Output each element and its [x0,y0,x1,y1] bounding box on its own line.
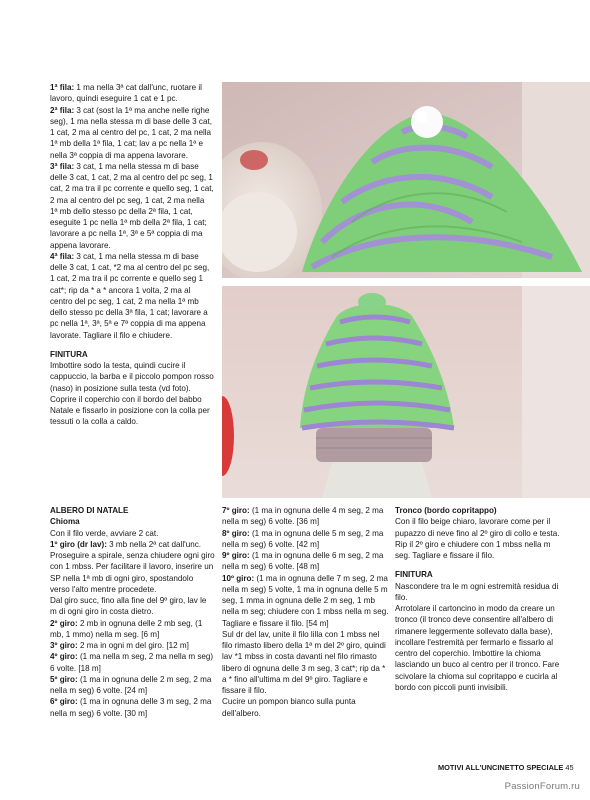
instruction-lead: 1º giro (dr lav): [50,539,107,549]
instruction-lead: 4ª fila: [50,251,75,261]
finitura-para-1: Imbottire sodo la testa, quindi cucire il cappuccio, la barba e il piccolo pompon rosso (naso) in posizione sulla testa (vd foto). [50,361,214,393]
instruction-text: 3 cat, 1 ma nella stessa m di base delle 3 cat, 1 cat, *2 ma al centro del pc seg, 1 cat, 2 ma tra il pc corrente e quello seg 1 cat*; rip da * a * ancora 1 volta, 2 ma al centro del pc seg, 1 cat, 2 ma nella 1ª mb dello stesso pc della 3ª fila, 1 cat; lavorare a pc nella 1ª, 3ª, 5ª e 7ª coppia di ma appena lavorate. Tagliare il filo e chiudere. [50,251,210,340]
photo-tree-full [222,286,590,498]
instruction-text: (1 ma in ognuna delle 6 m seg, 2 ma nella m seg) 6 volte. [48 m] [222,551,384,572]
finitura2-para-2: Arrotolare il cartoncino in modo da creare un tronco (il tronco deve consentire all'albero di rimanere leggermente sollevato dalla base), incollare l'estremità per fermarlo e fissarlo al centro del coperchio. Imbottire la chioma lasciando un buco al centro per il tronco. Fare scivolare la chioma sul copritappo e cucirla al bordo con piccoli punti invisibili. [395,604,560,692]
instruction-paragraph [50,550,215,595]
finitura-heading: FINITURA [50,349,88,359]
instruction-text: (1 ma in ognuna delle 2 m seg, 2 ma nella m seg) 6 volte. [24 m] [50,674,212,695]
finitura-para-2: Coprire il coperchio con il bordo del babbo Natale e fissarlo in posizione con la colla per tessuti o la colla a caldo. [50,394,210,427]
instruction-lead: 2º giro: [50,618,78,628]
instruction-lead: 3ª fila: [50,161,75,171]
instruction-text: 2 ma in ogni m del giro. [12 m] [77,641,189,650]
instruction-text: (1 ma in ognuna delle 7 m seg, 2 ma nella m seg) 5 volte, 1 ma in ognuna delle 5 m seg, 1 mma in ognuna delle 2 m seg, 1 mb nella m seg; chiudere con 1 mbss nella m seg. Tagliare e fissare il filo. [54 m] [222,573,389,628]
instruction-text: (1 ma nella m seg, 2 ma nella m seg) 6 volte. [18 m] [50,652,214,673]
instruction-paragraph [50,82,214,105]
instruction-text: 3 cat, 1 ma nella stessa m di base delle 3 cat, 1 cat, 2 ma al centro del pc seg, 1 cat, 2 ma tra il pc corrente e quello seg, 1 cat, 2 ma al centro del pc seg, 1 cat, 2 ma nella 1ª mb dello stesso pc della 2ª fila, 1 cat, eseguite 1 pc nella 1ª mb della 2ª fila, 1 cat; lavorare a pc nella 1ª, 3ª e 5ª coppia di ma appena lavorare. [50,161,214,250]
instruction-text: Dal giro succ, fino alla fine del 9º giro, lav le m di ogni giro in costa dietro. [50,596,207,617]
page-footer [438,763,574,772]
albero-column-2 [222,505,390,719]
instruction-paragraph [50,618,215,641]
instruction-paragraph [50,674,215,697]
instruction-text: 1 ma nella 3ª cat dall'unc, ruotare il lavoro, quindi eseguire 1 cat e 1 pc. [50,83,202,104]
instruction-text: 2 mb in ognuna delle 2 mb seg, (1 mb, 1 mmo) nella m seg. [6 m] [50,618,203,639]
instruction-lead: 1ª fila: [50,83,75,92]
instruction-text: (1 ma in ognuna delle 3 m seg, 2 ma nella m seg) 6 volte. [30 m] [50,697,212,718]
instruction-paragraph [50,595,215,618]
watermark: PassionForum.ru [504,781,580,792]
albero-intro: Con il filo verde, avviare 2 cat. [50,528,159,538]
pattern-rows-column [50,82,214,428]
instruction-text: 3 cat (sost la 1ª ma anche nelle righe seg), 1 ma nella stessa m di base delle 3 cat, 1 cat, 2 ma al centro del pc, 1 cat, 2 ma nella 1ª mb della 1ª fila, 1 cat; lav a pc nella 1ª e nella 3ª coppia di ma appena lavorare. [50,105,212,160]
instruction-paragraph [50,539,215,550]
instruction-text: Sul dr del lav, unite il filo lilla con 1 mbss nel filo rimasto libero della 1ª m del 2º giro, quindi lav *1 mbss in costa davanti nel filo rimasto libero di ognuna delle 3 m seg, 3 cat*; rip da * a * fino all'ultima m del 9º giro. Tagliare e fissare il filo. [222,629,386,695]
instruction-paragraph [222,573,390,629]
instruction-paragraph [222,550,390,573]
instruction-lead: 8º giro: [222,528,250,538]
page-number: 45 [565,763,574,772]
photo-tree-top-detail [222,82,590,278]
instruction-lead: 4º giro: [50,652,78,662]
instruction-text: Cucire un pompon bianco sulla punta dell'albero. [222,697,356,718]
instruction-lead: 5º giro: [50,674,78,684]
magazine-name: MOTIVI ALL'UNCINETTO SPECIALE [438,763,564,772]
instruction-lead: 9º giro: [222,551,250,560]
instruction-lead: 7º giro: [222,506,250,515]
instruction-paragraph [50,251,214,341]
instruction-paragraph [50,161,214,251]
instruction-paragraph [50,640,215,651]
instruction-paragraph [222,528,390,551]
instruction-paragraph [222,696,390,719]
instruction-lead: 6º giro: [50,697,78,707]
instruction-text: Proseguire a spirale, senza chiudere ogni giro con 1 mbss. Per facilitare il lavoro, inserire un SP nella 1ª mb di ogni giro, spostandolo verso l'alto mentre procedete. [50,551,215,594]
finitura2-para-1: Nascondere tra le m ogni estremità residua di filo. [395,581,559,602]
instruction-lead: 10º giro: [222,573,255,583]
instruction-paragraph [50,651,215,674]
instruction-lead: 3º giro: [50,641,78,650]
finitura2-heading: FINITURA [395,570,433,580]
instruction-text: (1 ma in ognuna delle 4 m seg, 2 ma nella m seg) 6 volte. [36 m] [222,506,384,527]
instruction-paragraph [50,696,215,719]
instruction-paragraph [222,505,390,528]
tronco-heading: Tronco (bordo copritappo) [395,506,497,515]
tronco-column [395,505,563,693]
chioma-subheading: Chioma [50,517,80,527]
instruction-paragraph [50,105,214,161]
instruction-paragraph [222,629,390,697]
instruction-text: (1 ma in ognuna delle 5 m seg, 2 ma nella m seg) 6 volte. [42 m] [222,528,384,549]
albero-column-1 [50,505,215,719]
albero-heading: ALBERO DI NATALE [50,506,129,515]
instruction-lead: 2ª fila: [50,105,75,115]
tronco-text: Con il filo beige chiaro, lavorare come per il pupazzo di neve fino al 2º giro di collo e testa. Rip il 2º giro e chiudere con 1 mbss nella m seg. Tagliare e fissare il filo. [395,517,560,560]
instruction-text: 3 mb nella 2ª cat dall'unc. [106,539,201,549]
